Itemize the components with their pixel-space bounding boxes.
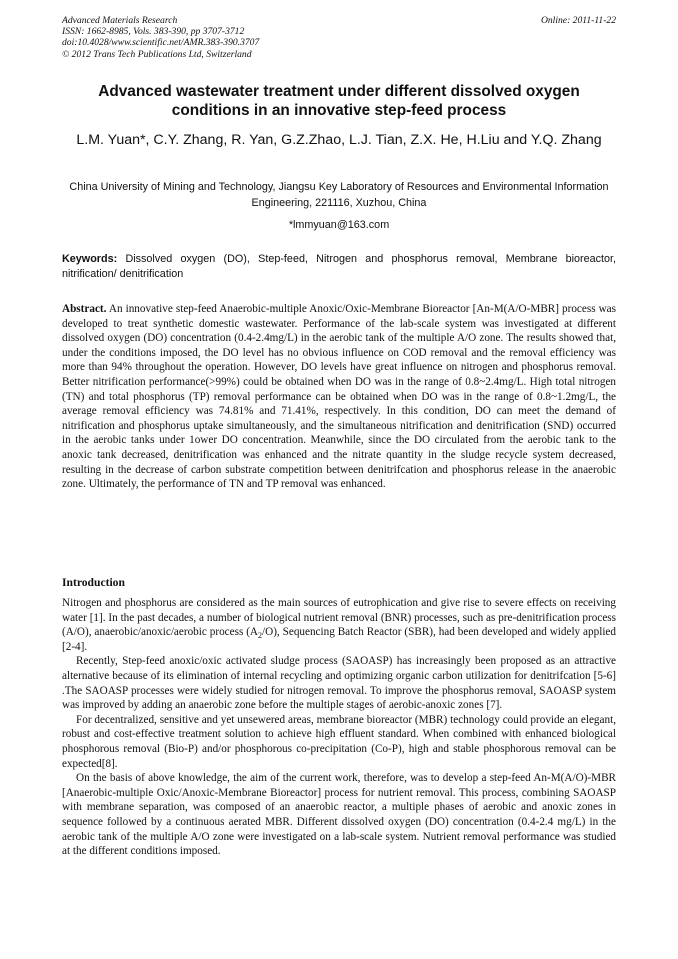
intro-paragraph-4: On the basis of above knowledge, the aim of the current work, therefore, was to develop a step-feed An-M(A/O)-MBR [Anaerobic-multiple Oxic/Anoxic-Membrane Bioreactor] process for nutrient removal. This process, combining SAOASP with membrane separation, was composed of an anaerobic reactor, a multiple phases of aerobic and anoxic zones in sequence followed by a continuous aerated MBR. Different dissolved oxygen (DO) concentration (0.4-2.4 mg/L) in the aerobic tank of the multiple A/O zone were investigated on a lab-scale system. Nutrient removal performance was studied at the different conditions imposed. bbox=[62, 772, 616, 858]
abstract-block bbox=[62, 302, 616, 492]
journal-name: Advanced Materials Research bbox=[62, 15, 178, 26]
keywords-text: Dissolved oxygen (DO), Step-feed, Nitrogen and phosphorus removal, Membrane bioreactor, nitrification/ denitrification bbox=[62, 253, 616, 280]
copyright-line: © 2012 Trans Tech Publications Ltd, Switzerland bbox=[62, 48, 252, 60]
intro-paragraph-3: For decentralized, sensitive and yet unsewered areas, membrane bioreactor (MBR) technology could provide an elegant, robust and cost-effective treatment solution to achieve high effluent standard. When combined with enhanced biological phosphorous removal (Bio-P) and/or phosphorous co-precipitation (Co-P), high and stable phosphorous removal can be expected[8]. bbox=[62, 713, 616, 770]
intro-p1-text-a: Nitrogen and phosphorus are considered as the main sources of eutrophication and give rise to severe effects on receiving water [1]. In the past decades, a number of biological nutrient removal (BNR) processes, such as pre-denitrification process (A/O), anaerobic/anoxic/aerobic process (A bbox=[62, 597, 616, 639]
paper-title: Advanced wastewater treatment under different dissolved oxygen conditions in an innovative step-feed process bbox=[98, 83, 580, 119]
abstract-label: Abstract. bbox=[62, 303, 107, 315]
section-heading-introduction: Introduction bbox=[62, 576, 125, 589]
affiliation: China University of Mining and Technology, Jiangsu Key Laboratory of Resources and Environmental Information Engineering, 221116, Xuzhou, China bbox=[69, 181, 609, 209]
intro-p1-subscript: 2 bbox=[258, 631, 263, 641]
author-list: L.M. Yuan*, C.Y. Zhang, R. Yan, G.Z.Zhao, L.J. Tian, Z.X. He, H.Liu and Y.Q. Zhang bbox=[76, 132, 602, 148]
keywords-block bbox=[62, 252, 616, 282]
introduction-body bbox=[62, 596, 616, 859]
keywords-label: Keywords: bbox=[62, 253, 118, 265]
abstract-text: An innovative step-feed Anaerobic-multiple Anoxic/Oxic-Membrane Bioreactor [An-M(A/O-MBR] process was developed to treat synthetic domestic wastewater. Performance of the lab-scale system was investigated at different dissolved oxygen (DO) concentration (0.4-2.4mg/L) in the aerobic tank of the multiple A/O zone. The results showed that, under the conditions imposed, the DO level has no obvious influence on COD removal and the removal efficiency was more than 94% throughout the operation. However, DO levels have great influence on nitrogen and phosphorus removal. Better nitrification performance(>99%) could be obtained when DO was in the range of 0.8~2.4mg/L. High total nitrogen (TN) and total phosphorus (TP) removal performance can be obtained when DO was in the range of 0.8~1.2mg/L, the average removal efficiency was 74.81% and 71.41%, respectively. In this condition, DO can meet the demand of nitrification and phosphorus uptake simultaneously, and the simultaneous nitrification and denitrification (SND) occurred in the aerobic tanks under 1ower DO concentration. Meanwhile, since the DO circulated from the aerobic tank to the anoxic tank decreased, denitrification was enhanced and the nitrate quantity in the sludge recycle system decreased, resulting in the decrease of carbon substrate competition between denitrifcation and phosphorus release in the anaerobic zone. Ultimately, the performance of TN and TP removal was enhanced. bbox=[62, 303, 616, 491]
intro-paragraph-2: Recently, Step-feed anoxic/oxic activated sludge process (SAOASP) has increasingly been proposed as an attractive alternative because of its elimination of internal recycling and optimizing organic carbon utilization for denitrifcation [5-6] .The SAOASP processes were widely studied for nitrogen removal. To improve the phosphorus removal, SAOASP system was improved by adding an anaerobic zone before the multiple stages of aerobic-anoxic zones [7]. bbox=[62, 655, 616, 712]
intro-paragraph-1 bbox=[62, 596, 616, 654]
intro-p1-text-b: /O), Sequencing Batch Reactor (SBR), had been developed and widely applied [2-4]. bbox=[62, 626, 616, 653]
corresponding-email: *lmmyuan@163.com bbox=[288, 219, 390, 231]
doi-line: doi:10.4028/www.scientific.net/AMR.383-390.3707 bbox=[62, 37, 260, 49]
online-date: Online: 2011-11-22 bbox=[540, 15, 616, 26]
publication-header bbox=[62, 15, 616, 60]
issn-line: ISSN: 1662-8985, Vols. 383-390, pp 3707-3712 bbox=[62, 26, 245, 38]
